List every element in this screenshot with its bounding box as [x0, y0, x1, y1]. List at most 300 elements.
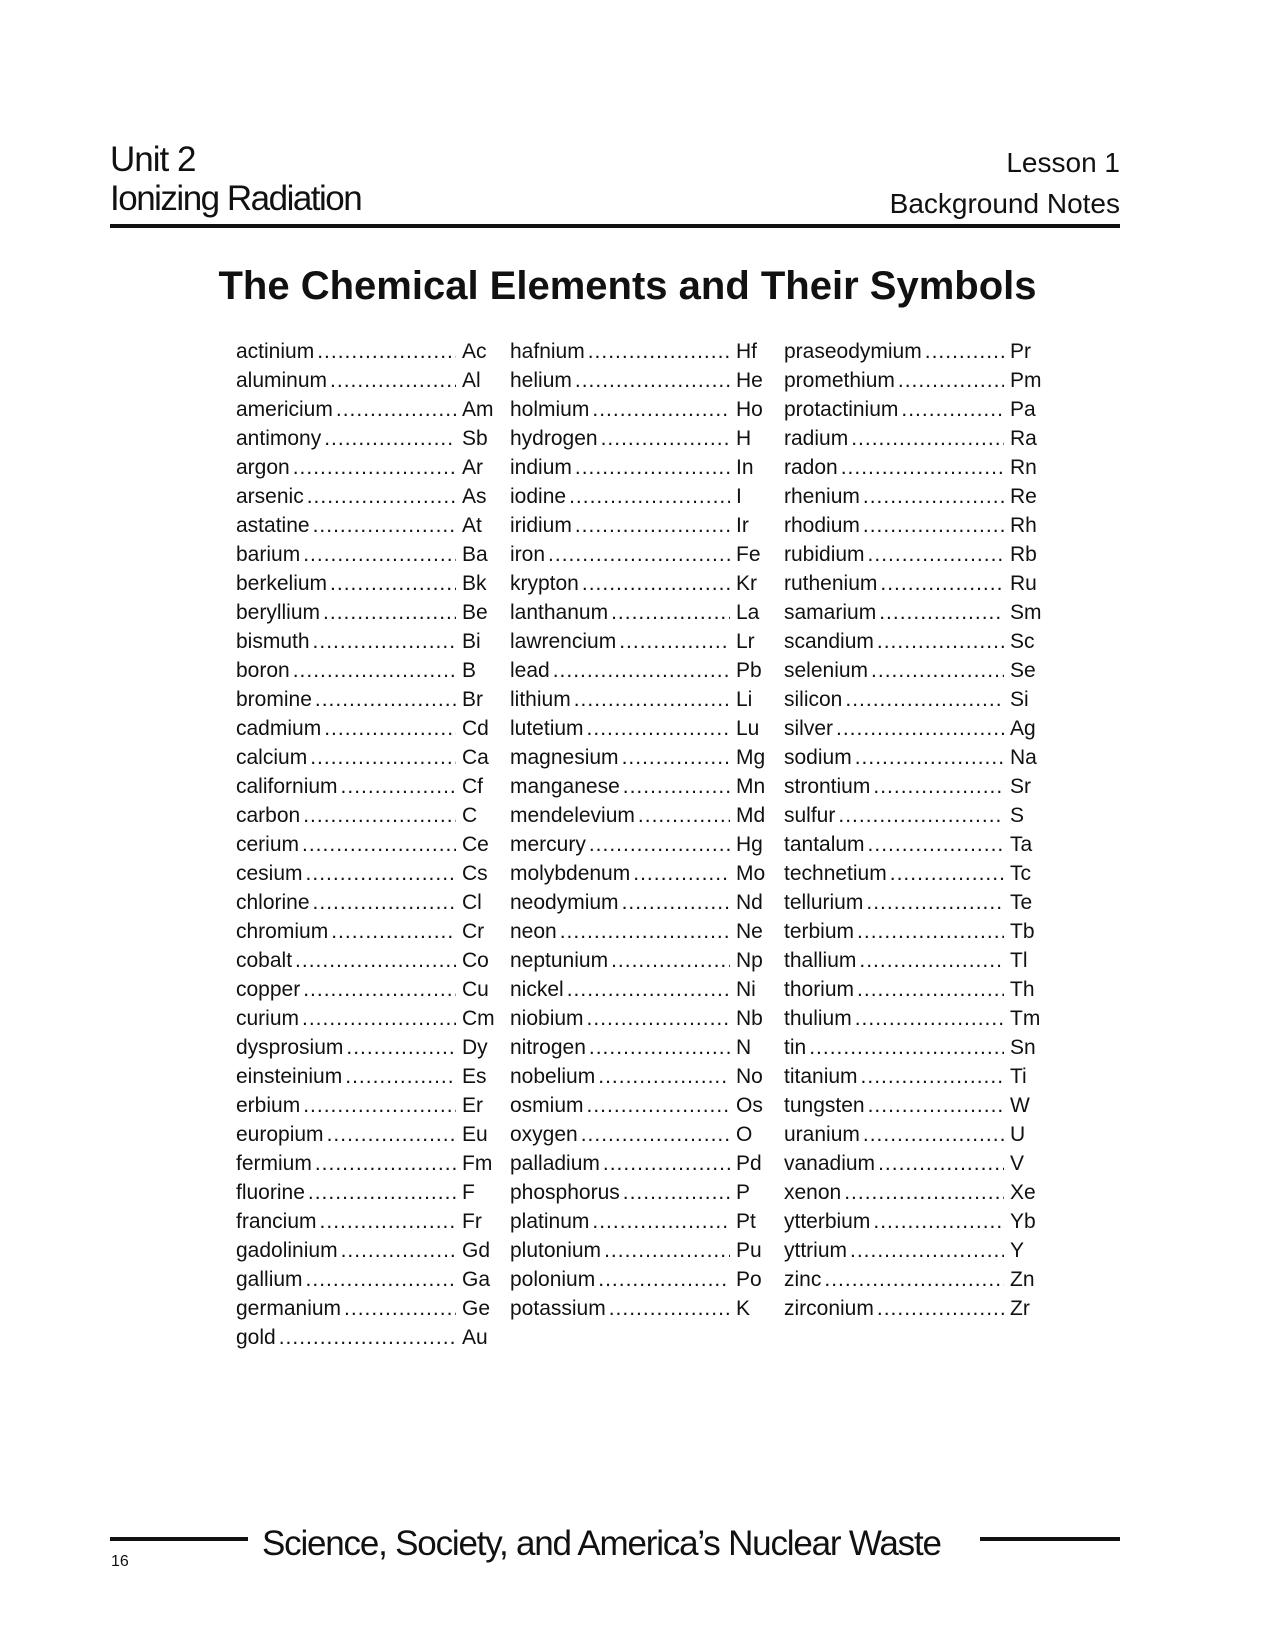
element-row — [236, 427, 496, 456]
element-symbol: Pm — [1010, 369, 1042, 392]
element-symbol: Yb — [1010, 1210, 1036, 1233]
element-symbol: At — [462, 514, 482, 537]
element-symbol: Zn — [1010, 1268, 1035, 1291]
element-name: tungsten — [784, 1094, 865, 1117]
element-row — [236, 1065, 496, 1094]
element-row — [236, 369, 496, 398]
element-name: gadolinium — [236, 1239, 338, 1262]
element-name: plutonium — [510, 1239, 602, 1262]
element-name: boron — [236, 659, 290, 682]
page-number: 16 — [111, 1553, 129, 1570]
header-left — [110, 140, 361, 218]
element-symbol: Fe — [736, 543, 761, 566]
dot-leader — [850, 1239, 1004, 1263]
unit-topic: Ionizing Radiation — [110, 179, 362, 219]
element-row — [784, 1152, 1044, 1181]
element-row — [784, 804, 1044, 833]
element-symbol: Tb — [1010, 920, 1035, 943]
section-label: Background Notes — [889, 187, 1120, 219]
dot-leader — [877, 1297, 1004, 1321]
element-row — [784, 543, 1044, 572]
element-row — [236, 891, 496, 920]
element-symbol: C — [462, 804, 478, 827]
element-name: iridium — [510, 514, 572, 537]
element-name: vanadium — [784, 1152, 876, 1175]
dot-leader — [331, 920, 456, 944]
dot-leader — [890, 862, 1004, 886]
page-title: The Chemical Elements and Their Symbols — [218, 264, 1037, 308]
element-row — [510, 1007, 770, 1036]
dot-leader — [623, 1181, 730, 1205]
element-symbol: Er — [462, 1094, 483, 1117]
element-name: polonium — [510, 1268, 596, 1291]
element-symbol: Gd — [462, 1239, 491, 1262]
element-name: sulfur — [784, 804, 836, 827]
element-column-1 — [236, 340, 496, 1355]
dot-leader — [330, 369, 456, 393]
element-symbol: Be — [462, 601, 488, 624]
dot-leader — [622, 746, 730, 770]
element-symbol: V — [1010, 1152, 1025, 1175]
dot-leader — [317, 340, 456, 364]
element-symbol: Co — [462, 949, 489, 972]
dot-leader — [868, 543, 1004, 567]
element-name: erbium — [236, 1094, 301, 1117]
element-symbol: Ga — [462, 1268, 491, 1291]
footer-divider-left — [110, 1537, 248, 1541]
element-row — [784, 456, 1044, 485]
element-symbol: Mg — [736, 746, 766, 769]
dot-leader — [863, 1123, 1004, 1147]
element-row — [784, 659, 1044, 688]
element-row — [236, 1094, 496, 1123]
element-symbol: Os — [736, 1094, 763, 1117]
element-row — [784, 1065, 1044, 1094]
dot-leader — [851, 427, 1004, 451]
element-symbol: Dy — [462, 1036, 488, 1059]
element-symbol: Pa — [1010, 398, 1036, 421]
dot-leader — [898, 369, 1004, 393]
element-name: gold — [236, 1326, 276, 1349]
element-symbol: Na — [1010, 746, 1037, 769]
element-row — [236, 1123, 496, 1152]
element-name: lithium — [510, 688, 571, 711]
dot-leader — [824, 1268, 1004, 1292]
element-name: helium — [510, 369, 572, 392]
element-name: radium — [784, 427, 849, 450]
element-row — [784, 949, 1044, 978]
element-symbol: Eu — [462, 1123, 488, 1146]
dot-leader — [313, 630, 456, 654]
element-symbol: O — [736, 1123, 753, 1146]
element-name: berkelium — [236, 572, 328, 595]
dot-leader — [307, 485, 456, 509]
element-row — [236, 340, 496, 369]
element-row — [784, 1297, 1044, 1326]
element-row — [236, 398, 496, 427]
dot-leader — [341, 775, 456, 799]
dot-leader — [569, 485, 730, 509]
element-row — [784, 833, 1044, 862]
element-symbol: Ti — [1010, 1065, 1027, 1088]
dot-leader — [619, 630, 730, 654]
element-symbol: As — [462, 485, 487, 508]
element-row — [236, 804, 496, 833]
element-row — [236, 862, 496, 891]
element-symbol: Sb — [462, 427, 488, 450]
element-row — [510, 1152, 770, 1181]
element-symbol: Bk — [462, 572, 487, 595]
element-name: bismuth — [236, 630, 310, 653]
element-symbol: Pd — [736, 1152, 762, 1175]
dot-leader — [836, 717, 1004, 741]
element-name: cadmium — [236, 717, 322, 740]
element-row — [510, 891, 770, 920]
dot-leader — [901, 398, 1004, 422]
element-name: rubidium — [784, 543, 865, 566]
element-row — [236, 949, 496, 978]
element-name: technetium — [784, 862, 887, 885]
dot-leader — [611, 601, 730, 625]
element-row — [510, 746, 770, 775]
element-row — [236, 717, 496, 746]
dot-leader — [575, 456, 730, 480]
element-symbol: Pu — [736, 1239, 762, 1262]
element-row — [236, 514, 496, 543]
element-name: fluorine — [236, 1181, 305, 1204]
element-row — [236, 1036, 496, 1065]
element-name: manganese — [510, 775, 620, 798]
element-symbol: Ar — [462, 456, 483, 479]
unit-label: Unit 2 — [110, 140, 196, 179]
element-symbol: Ca — [462, 746, 489, 769]
dot-leader — [873, 775, 1004, 799]
dot-leader — [592, 398, 730, 422]
element-name: titanium — [784, 1065, 858, 1088]
element-row — [784, 1268, 1044, 1297]
dot-leader — [306, 862, 456, 886]
dot-leader — [575, 514, 730, 538]
dot-leader — [306, 1268, 456, 1292]
element-symbol: Ru — [1010, 572, 1037, 595]
element-row — [236, 543, 496, 572]
element-name: selenium — [784, 659, 869, 682]
element-symbol: Ho — [736, 398, 763, 421]
header-right — [890, 143, 1120, 224]
element-name: strontium — [784, 775, 871, 798]
element-row — [236, 833, 496, 862]
element-row — [236, 572, 496, 601]
element-row — [510, 398, 770, 427]
element-symbol: Cr — [462, 920, 485, 943]
element-name: thorium — [784, 978, 855, 1001]
element-row — [510, 833, 770, 862]
element-symbol: Cu — [462, 978, 489, 1001]
element-name: neodymium — [510, 891, 619, 914]
element-row — [784, 1007, 1044, 1036]
element-symbol: Ac — [462, 340, 487, 363]
element-symbol: Sc — [1010, 630, 1035, 653]
element-symbol: Np — [736, 949, 763, 972]
element-symbol: Cm — [462, 1007, 495, 1030]
element-symbol: Cl — [462, 891, 482, 914]
dot-leader — [598, 1268, 730, 1292]
dot-leader — [633, 862, 730, 886]
element-symbol: Rb — [1010, 543, 1037, 566]
element-symbol: Hg — [736, 833, 763, 856]
element-name: hydrogen — [510, 427, 598, 450]
element-row — [510, 369, 770, 398]
element-name: thallium — [784, 949, 857, 972]
element-row — [510, 949, 770, 978]
element-name: yttrium — [784, 1239, 847, 1262]
footer-title: Science, Society, and America’s Nuclear Waste — [262, 1524, 941, 1563]
dot-leader — [855, 746, 1004, 770]
element-name: gallium — [236, 1268, 303, 1291]
element-name: silicon — [784, 688, 843, 711]
element-symbol: Ni — [736, 978, 756, 1001]
element-row — [784, 746, 1044, 775]
dot-leader — [560, 920, 730, 944]
element-name: thulium — [784, 1007, 852, 1030]
element-symbol: Ta — [1010, 833, 1033, 856]
dot-leader — [601, 427, 730, 451]
dot-leader — [603, 1152, 730, 1176]
element-name: promethium — [784, 369, 895, 392]
element-row — [510, 862, 770, 891]
element-row — [510, 804, 770, 833]
element-name: molybdenum — [510, 862, 631, 885]
element-row — [784, 891, 1044, 920]
element-name: xenon — [784, 1181, 842, 1204]
element-row — [510, 601, 770, 630]
element-symbol: Pr — [1010, 340, 1031, 363]
element-symbol: Sr — [1010, 775, 1031, 798]
element-row — [784, 1094, 1044, 1123]
dot-leader — [589, 833, 730, 857]
element-name: zirconium — [784, 1297, 874, 1320]
element-row — [784, 1210, 1044, 1239]
element-symbol: Th — [1010, 978, 1035, 1001]
element-symbol: Sn — [1010, 1036, 1036, 1059]
dot-leader — [303, 978, 456, 1002]
element-symbol: Y — [1010, 1239, 1025, 1262]
dot-leader — [871, 659, 1004, 683]
element-row — [784, 920, 1044, 949]
dot-leader — [638, 804, 730, 828]
dot-leader — [567, 978, 730, 1002]
element-name: aluminum — [236, 369, 328, 392]
element-row — [236, 1152, 496, 1181]
element-row — [236, 601, 496, 630]
element-name: einsteinium — [236, 1065, 343, 1088]
dot-leader — [581, 1123, 730, 1147]
dot-leader — [308, 1181, 456, 1205]
element-symbol: Au — [462, 1326, 488, 1349]
element-row — [784, 717, 1044, 746]
dot-leader — [323, 601, 456, 625]
dot-leader — [553, 659, 730, 683]
element-symbol: Pb — [736, 659, 762, 682]
element-row — [784, 1181, 1044, 1210]
element-row — [510, 978, 770, 1007]
dot-leader — [868, 1094, 1004, 1118]
dot-leader — [838, 804, 1004, 828]
dot-leader — [598, 1065, 730, 1089]
element-row — [236, 1326, 496, 1355]
dot-leader — [809, 1036, 1004, 1060]
dot-leader — [574, 688, 730, 712]
element-row — [236, 775, 496, 804]
dot-leader — [582, 572, 730, 596]
element-symbol: No — [736, 1065, 763, 1088]
element-symbol: Li — [736, 688, 753, 711]
element-name: osmium — [510, 1094, 584, 1117]
element-symbol: Rh — [1010, 514, 1037, 537]
dot-leader — [345, 1065, 456, 1089]
dot-leader — [925, 340, 1004, 364]
element-row — [510, 572, 770, 601]
element-symbol: Si — [1010, 688, 1029, 711]
element-name: krypton — [510, 572, 579, 595]
element-row — [236, 1181, 496, 1210]
element-name: neon — [510, 920, 557, 943]
element-symbol: Ir — [736, 514, 749, 537]
element-name: mendelevium — [510, 804, 635, 827]
element-row — [784, 514, 1044, 543]
element-symbol: Al — [462, 369, 481, 392]
element-row — [510, 1094, 770, 1123]
element-symbol: Hf — [736, 340, 757, 363]
element-name: phosphorus — [510, 1181, 620, 1204]
element-row — [510, 920, 770, 949]
element-row — [510, 427, 770, 456]
element-row — [236, 1268, 496, 1297]
element-symbol: K — [736, 1297, 751, 1320]
element-symbol: Lr — [736, 630, 755, 653]
element-row — [510, 485, 770, 514]
element-row — [510, 1239, 770, 1268]
element-row — [236, 456, 496, 485]
element-name: protactinium — [784, 398, 899, 421]
element-row — [236, 920, 496, 949]
element-row — [784, 1123, 1044, 1152]
element-name: tin — [784, 1036, 807, 1059]
element-symbol: Ge — [462, 1297, 491, 1320]
dot-leader — [868, 833, 1004, 857]
element-name: mercury — [510, 833, 586, 856]
element-symbol: U — [1010, 1123, 1026, 1146]
element-name: chromium — [236, 920, 329, 943]
dot-leader — [575, 369, 730, 393]
element-symbol: Cf — [462, 775, 483, 798]
element-name: arsenic — [236, 485, 304, 508]
element-symbol: Fr — [462, 1210, 482, 1233]
element-name: cesium — [236, 862, 303, 885]
footer-divider-right — [980, 1537, 1120, 1541]
dot-leader — [324, 427, 456, 451]
element-name: nobelium — [510, 1065, 596, 1088]
element-symbol: Ne — [736, 920, 763, 943]
dot-leader — [324, 717, 456, 741]
element-symbol: Nb — [736, 1007, 763, 1030]
element-name: platinum — [510, 1210, 590, 1233]
element-name: silver — [784, 717, 834, 740]
element-name: palladium — [510, 1152, 600, 1175]
element-symbol: Mn — [736, 775, 766, 798]
element-name: iodine — [510, 485, 567, 508]
element-name: magnesium — [510, 746, 619, 769]
dot-leader — [604, 1239, 730, 1263]
element-symbol: Es — [462, 1065, 487, 1088]
dot-leader — [609, 1297, 730, 1321]
element-symbol: Po — [736, 1268, 762, 1291]
element-row — [510, 340, 770, 369]
dot-leader — [855, 1007, 1004, 1031]
element-name: samarium — [784, 601, 877, 624]
dot-leader — [341, 1239, 456, 1263]
element-symbol: I — [736, 485, 742, 508]
element-name: calcium — [236, 746, 308, 769]
dot-leader — [336, 398, 456, 422]
dot-leader — [315, 1152, 456, 1176]
element-name: scandium — [784, 630, 874, 653]
element-symbol: Ra — [1010, 427, 1037, 450]
element-row — [510, 717, 770, 746]
element-row — [510, 1065, 770, 1094]
element-name: rhodium — [784, 514, 860, 537]
element-symbol: Kr — [736, 572, 757, 595]
element-row — [784, 630, 1044, 659]
element-symbol: H — [736, 427, 752, 450]
element-row — [510, 1123, 770, 1152]
dot-leader — [302, 833, 456, 857]
element-name: tantalum — [784, 833, 865, 856]
dot-leader — [878, 1152, 1004, 1176]
element-symbol: F — [462, 1181, 475, 1204]
dot-leader — [622, 891, 730, 915]
element-name: chlorine — [236, 891, 310, 914]
element-row — [236, 659, 496, 688]
element-symbol: Rn — [1010, 456, 1037, 479]
element-name: radon — [784, 456, 838, 479]
element-name: germanium — [236, 1297, 342, 1320]
element-row — [510, 630, 770, 659]
element-symbol: Fm — [462, 1152, 493, 1175]
element-name: europium — [236, 1123, 324, 1146]
element-name: iron — [510, 543, 546, 566]
element-name: bromine — [236, 688, 312, 711]
dot-leader — [320, 1210, 456, 1234]
dot-leader — [845, 688, 1004, 712]
element-name: antimony — [236, 427, 322, 450]
element-symbol: Zr — [1010, 1297, 1030, 1320]
element-name: californium — [236, 775, 338, 798]
element-name: ruthenium — [784, 572, 878, 595]
element-row — [784, 775, 1044, 804]
dot-leader — [592, 1210, 730, 1234]
element-row — [510, 514, 770, 543]
element-row — [236, 630, 496, 659]
element-row — [236, 1007, 496, 1036]
dot-leader — [315, 688, 456, 712]
element-row — [784, 572, 1044, 601]
element-row — [784, 398, 1044, 427]
element-symbol: Se — [1010, 659, 1036, 682]
element-symbol: La — [736, 601, 760, 624]
element-name: oxygen — [510, 1123, 578, 1146]
dot-leader — [330, 572, 456, 596]
